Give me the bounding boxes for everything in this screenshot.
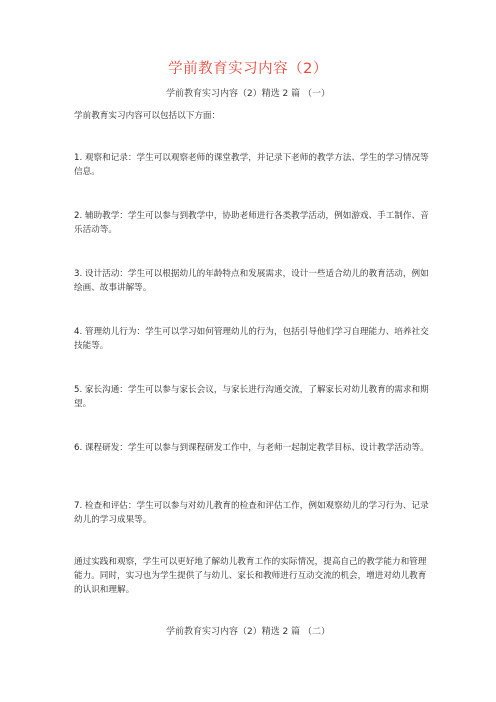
list-item: 3. 设计活动：学生可以根据幼儿的年龄特点和发展需求，设计一些适合幼儿的教育活动，例如绘画、故事讲解等。 xyxy=(74,269,429,293)
summary-paragraph: 通过实践和观察，学生可以更好地了解幼儿教育工作的实际情况，提高自己的教学能力和管理能力。同时，实习也为学生提供了与幼儿、家长和教师进行互动交流的机会，增进对幼儿教育的认识和理解。 xyxy=(74,557,427,595)
document-title: 学前教育实习内容（2） xyxy=(168,61,328,77)
intro-text: 学前教育实习内容可以包括以下方面： xyxy=(74,111,221,121)
list-item: 1. 观察和记录：学生可以观察老师的课堂教学，并记录下老师的教学方法、学生的学习情况等信息。 xyxy=(74,153,429,177)
list-item: 2. 辅助教学：学生可以参与到教学中，协助老师进行各类教学活动，例如游戏、手工制作、音乐活动等。 xyxy=(74,211,429,235)
list-item: 4. 管理幼儿行为：学生可以学习如何管理幼儿的行为，包括引导他们学习自理能力、培养社交技能等。 xyxy=(74,327,429,351)
section-subtitle-2: 学前教育实习内容（2）精选 2 篇 （二） xyxy=(165,627,331,637)
section-subtitle-1: 学前教育实习内容（2）精选 2 篇 （一） xyxy=(165,89,331,99)
list-item: 5. 家长沟通：学生可以参与家长会议，与家长进行沟通交流，了解家长对幼儿教育的需求和期望。 xyxy=(74,385,429,409)
list-item: 7. 检查和评估：学生可以参与对幼儿教育的检查和评估工作，例如观察幼儿的学习行为、记录幼儿的学习成果等。 xyxy=(74,501,429,525)
list-item: 6. 课程研发：学生可以参与到课程研发工作中，与老师一起制定教学目标、设计教学活动等。 xyxy=(74,443,429,453)
